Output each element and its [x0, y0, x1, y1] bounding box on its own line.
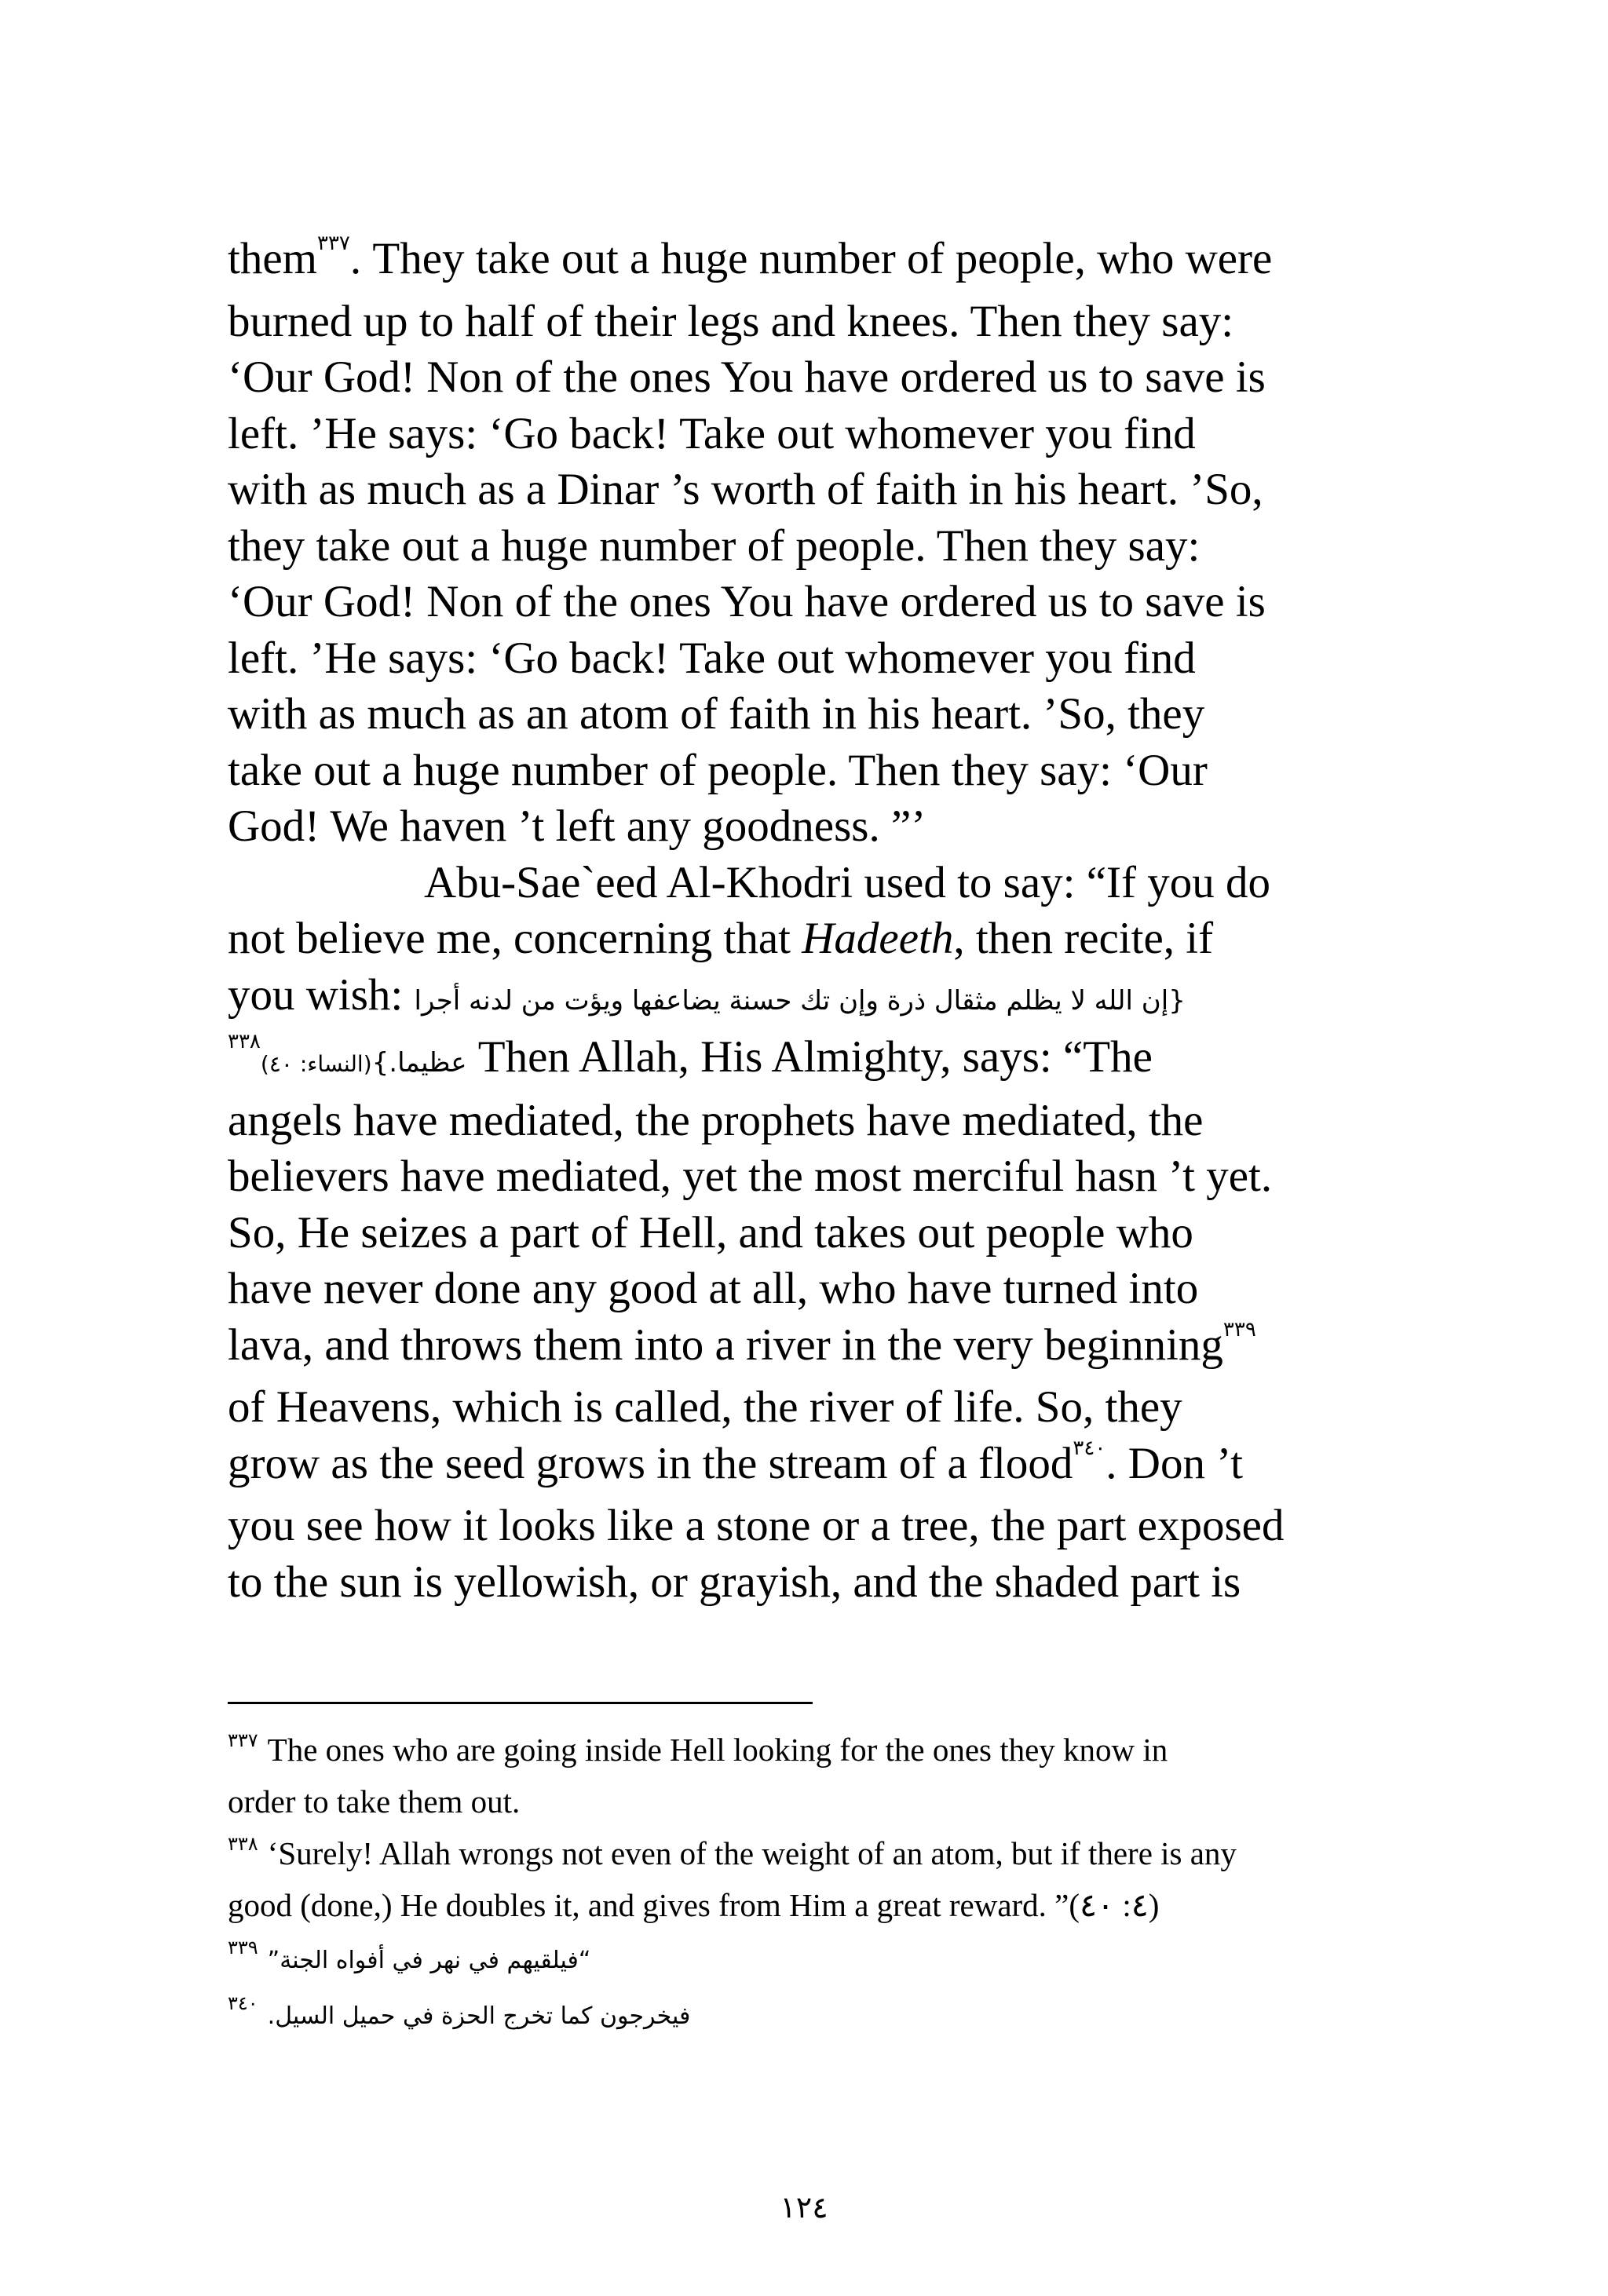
footnote-ref-337[interactable]: ٣٣٧ [316, 232, 350, 254]
footnote-arabic-text: فيخرجون كما تخرج الحزة في حميل السيل. [267, 2002, 691, 2030]
body-line: them$^{٣٣٧}$. They take out a huge number of people, who were [228, 232, 1273, 283]
body-line: with as much as a Dinar ’s worth of faith in his heart. ’So, [228, 465, 1263, 514]
footnote-339 [228, 1931, 1405, 1987]
body-line: angels have mediated, the prophets have mediated, the [228, 1095, 1204, 1145]
body-text [228, 231, 1390, 1610]
body-line: So, He seizes a part of Hell, and takes out people who [228, 1207, 1193, 1258]
footnote-number: ٣٣٧ [228, 1731, 258, 1751]
footnote-number: ٣٤٠ [228, 1994, 258, 2014]
arabic-quran-verse-end: عظيما.} [371, 1047, 467, 1079]
page-number: ١٢٤ [780, 2190, 828, 2225]
arabic-verse-reference: (النساء: ٤٠) [260, 1051, 372, 1077]
body-line: lava, and throws them into a river in the very beginning$^{٣٣٩}$ [228, 1317, 1256, 1370]
footnote-338: $^{٣٣٨}$ ‘Surely! Allah wrongs not even of the weight of an atom, but if there is any [228, 1834, 1237, 1871]
body-line: you see how it looks like a stone or a tree, the part exposed [228, 1501, 1285, 1550]
body-line: God! We haven ’t left any goodness. ”’ [228, 801, 926, 851]
footnote-ref-338[interactable]: ٣٣٨ [228, 1030, 261, 1053]
footnote-338-continued: good (done,) He doubles it, and gives from Him a great reward. ”(٤: ٤٠) [228, 1887, 1160, 1923]
footnote-number: ٣٣٨ [228, 1834, 258, 1855]
body-line: of Heavens, which is called, the river of life. So, they [228, 1382, 1182, 1432]
footnote-337: $^{٣٣٧}$ The ones who are going inside Hell looking for the ones they know in [228, 1731, 1168, 1768]
body-line: left. ’He says: ‘Go back! Take out whomever you find [228, 408, 1196, 458]
arabic-quran-verse: {إن الله لا يظلم مثقال ذرة وإن تك حسنة يضاعفها ويؤت من لدنه أجرا [414, 984, 1186, 1017]
body-line: burned up to half of their legs and knees. Then they say: [228, 296, 1234, 346]
body-line: grow as the seed grows in the stream of a flood$^{٣٤٠}$. Don ’t [228, 1436, 1243, 1488]
body-line: left. ’He says: ‘Go back! Take out whomever you find [228, 633, 1196, 683]
body-line: they take out a huge number of people. Then they say: [228, 520, 1201, 571]
body-line: ‘Our God! Non of the ones You have ordered us to save is [228, 577, 1266, 626]
body-line: have never done any good at all, who have turned into [228, 1264, 1199, 1313]
footnote-ref-340[interactable]: ٣٤٠ [1073, 1436, 1106, 1459]
footnotes [228, 1724, 1405, 2042]
body-line: not believe me, concerning that Hadeeth, then recite, if [228, 914, 1214, 963]
body-line: to the sun is yellowish, or grayish, and the shaded part is [228, 1557, 1241, 1607]
footnote-number: ٣٣٩ [228, 1938, 258, 1958]
emphasis-hadeeth: Hadeeth [802, 914, 954, 963]
footnote-337-continued: order to take them out. [228, 1783, 521, 1820]
body-line: ‘Our God! Non of the ones You have ordered us to save is [228, 352, 1266, 402]
footnote-340 [228, 1987, 1405, 2042]
body-line: believers have mediated, yet the most merciful hasn ’t yet. [228, 1152, 1273, 1201]
footnote-arabic-text: “فيلقيهم في نهر في أفواه الجنة” [267, 1947, 591, 1974]
body-line: with as much as an atom of faith in his heart. ’So, they [228, 689, 1205, 739]
body-line: you wish: {إن الله لا يظلم مثقال ذرة وإن تك حسنة يضاعفها ويؤت من لدنه أجرا [228, 969, 1186, 1020]
footnote-ref-339[interactable]: ٣٣٩ [1222, 1317, 1256, 1341]
body-line: $^{٣٣٨}$(النساء: ٤٠)عظيما.} Then Allah, His Almighty, says: “The [228, 1030, 1153, 1082]
footnote-divider [228, 1702, 813, 1704]
body-line: take out a huge number of people. Then they say: ‘Our [228, 745, 1208, 795]
body-line-indented: Abu-Sae`eed Al-Khodri used to say: “If you do [424, 857, 1270, 907]
